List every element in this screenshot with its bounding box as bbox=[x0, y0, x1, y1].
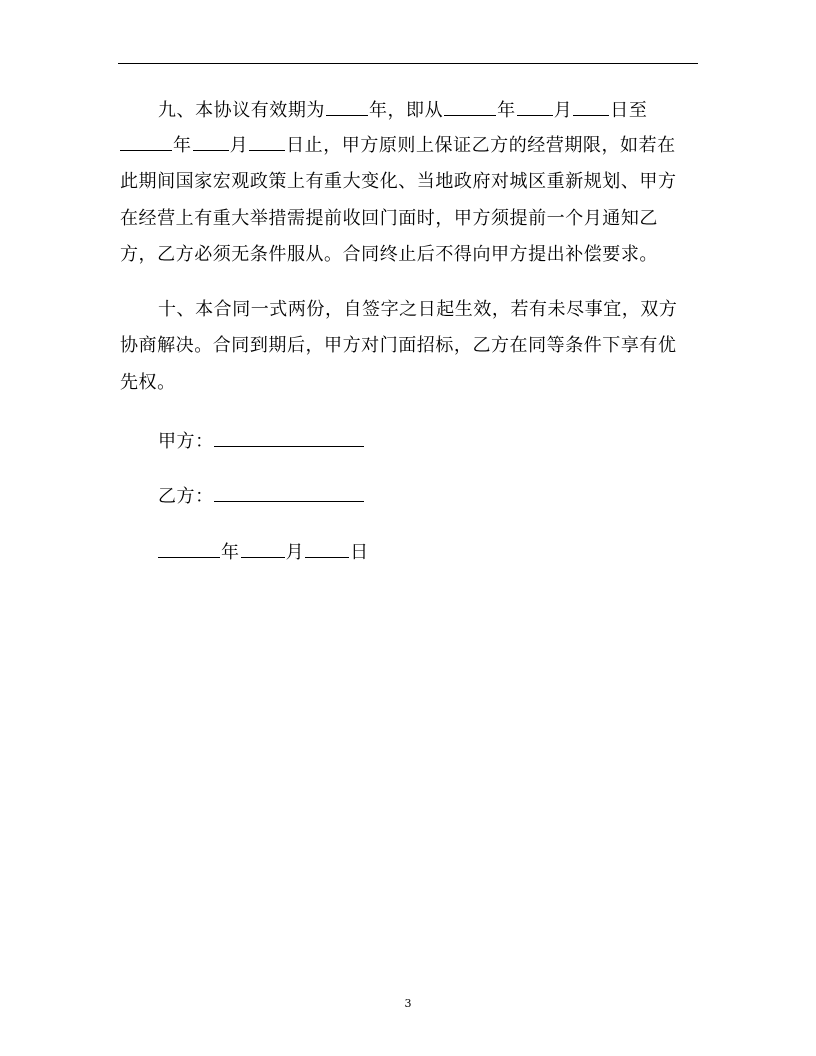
date-year-label: 年 bbox=[221, 542, 240, 563]
clause-nine-text: 日止，甲方原则上保证乙方的经营期限，如若在 bbox=[286, 135, 676, 156]
clause-nine-text: 年 bbox=[173, 135, 192, 156]
end-month-blank bbox=[193, 132, 229, 151]
start-day-blank bbox=[573, 97, 609, 116]
clause-nine-line-2 bbox=[120, 132, 676, 158]
party-a-signature-line bbox=[158, 428, 365, 454]
party-b-signature-blank bbox=[214, 483, 364, 502]
term-years-blank bbox=[326, 97, 368, 116]
clause-ten-line-2: 协商解决。合同到期后，甲方对门面招标，乙方在同等条件下享有优 bbox=[120, 335, 677, 356]
end-day-blank bbox=[249, 132, 285, 151]
clause-nine-text: 月 bbox=[553, 100, 573, 121]
party-b-signature-line bbox=[158, 483, 365, 509]
date-year-blank bbox=[158, 539, 220, 558]
start-month-blank bbox=[517, 97, 553, 116]
clause-nine-text: 日至 bbox=[610, 100, 648, 121]
page-number: 3 bbox=[404, 997, 412, 1010]
party-a-label: 甲方： bbox=[158, 431, 214, 452]
clause-ten-line-3: 先权。 bbox=[120, 372, 176, 393]
clause-nine-text: 九、本协议有效期为 bbox=[158, 100, 325, 121]
party-a-signature-blank bbox=[214, 428, 364, 447]
date-month-blank bbox=[241, 539, 285, 558]
header-rule bbox=[118, 63, 698, 64]
clause-nine-text: 年，即从 bbox=[368, 100, 444, 121]
clause-nine-line-1 bbox=[158, 97, 647, 123]
clause-ten-line-1: 十、本合同一式两份，自签字之日起生效，若有未尽事宜，双方 bbox=[158, 299, 678, 320]
date-day-label: 日 bbox=[350, 542, 369, 563]
start-year-blank bbox=[444, 97, 496, 116]
signature-date-line bbox=[158, 539, 369, 565]
date-month-label: 月 bbox=[285, 542, 305, 563]
end-year-blank bbox=[120, 132, 172, 151]
clause-nine-text: 年 bbox=[497, 100, 516, 121]
clause-nine-line-5: 方，乙方必须无条件服从。合同终止后不得向甲方提出补偿要求。 bbox=[120, 244, 658, 265]
party-b-label: 乙方： bbox=[158, 486, 214, 507]
clause-nine-line-3: 此期间国家宏观政策上有重大变化、当地政府对城区重新规划、甲方 bbox=[120, 171, 677, 192]
date-day-blank bbox=[305, 539, 349, 558]
clause-nine-line-4: 在经营上有重大举措需提前收回门面时，甲方须提前一个月通知乙 bbox=[120, 208, 658, 229]
clause-nine-text: 月 bbox=[229, 135, 249, 156]
